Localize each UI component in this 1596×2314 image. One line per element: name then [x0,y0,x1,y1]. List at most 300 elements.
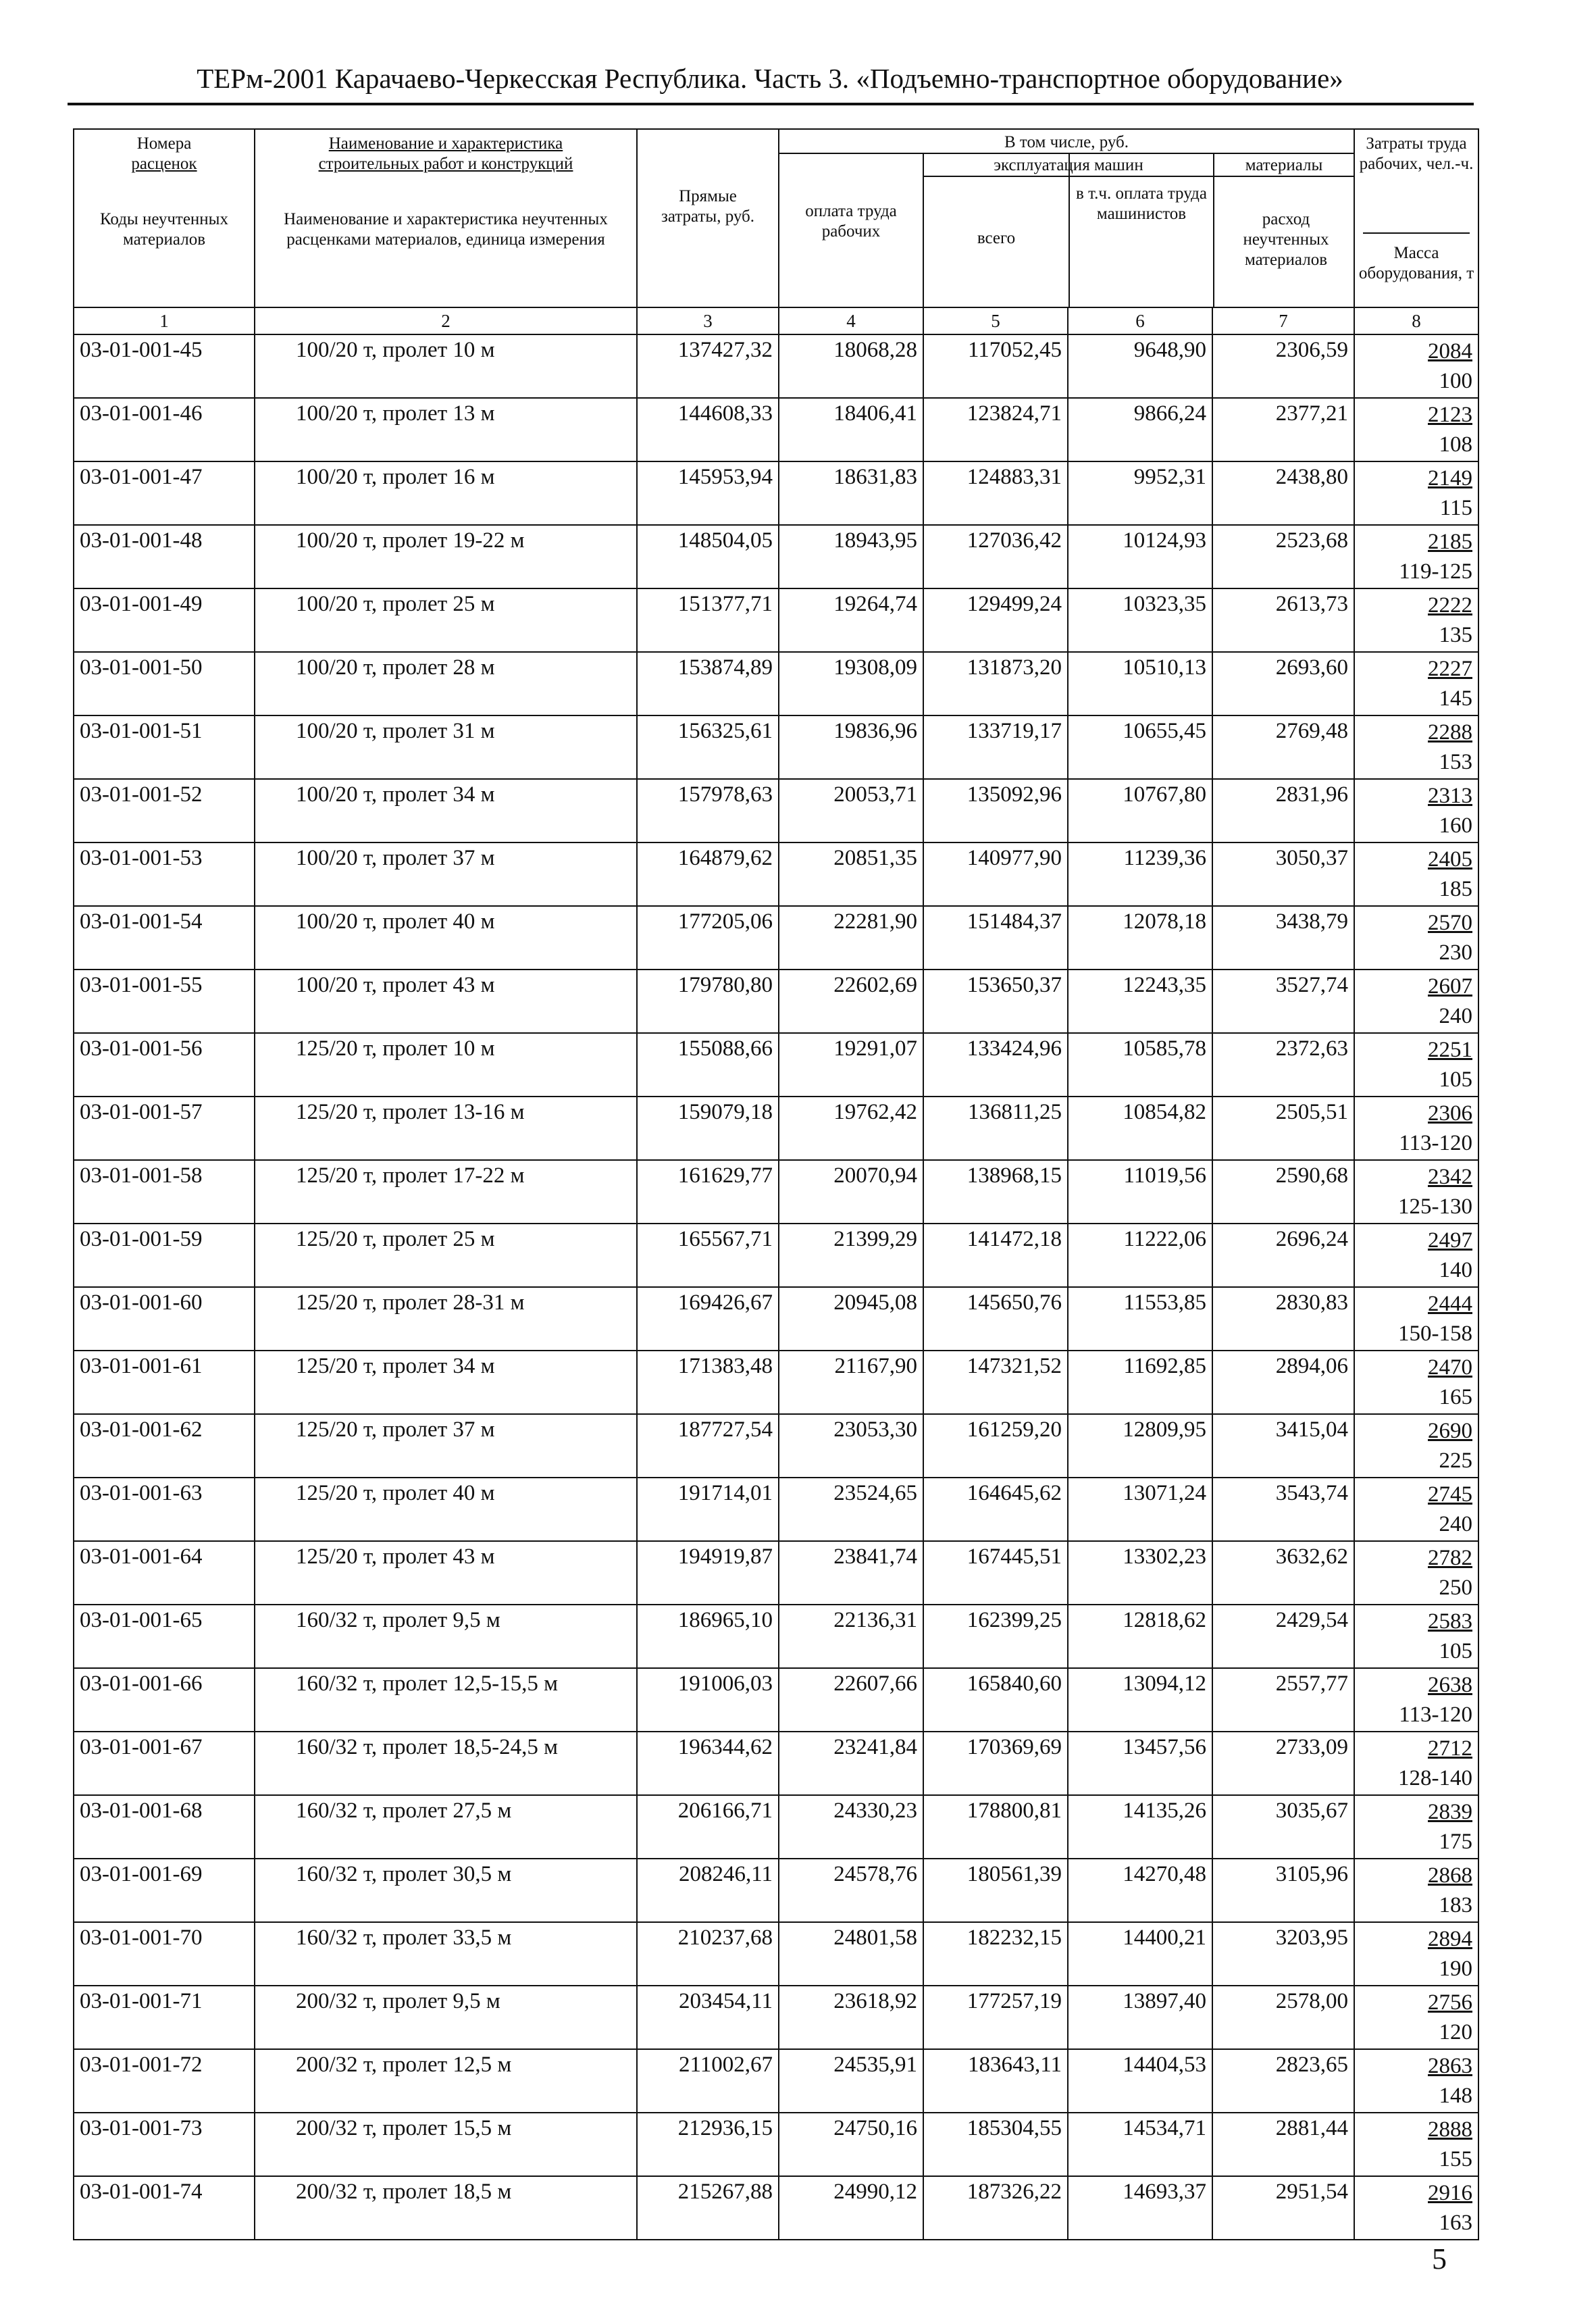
labor-mass-cell [1354,1224,1478,1287]
labor-mass-cell [1354,1351,1478,1414]
header-rate-numbers-label [74,134,254,174]
labor-mass-cell [1354,842,1478,906]
header-machines-label: эксплуатация машин [994,156,1143,174]
header-machines-divider [924,176,1214,177]
labor-hours-value: 2251 [1428,1038,1472,1062]
labor-mass-cell [1354,588,1478,652]
direct-costs-cell: 203454,11 [637,1986,779,2049]
equipment-mass-value: 153 [1439,750,1472,774]
materials-cell: 2823,65 [1212,2049,1354,2113]
header-group-including [779,129,1354,307]
materials-cell: 3543,74 [1212,1478,1354,1541]
machinists-pay-cell: 12818,62 [1068,1605,1212,1668]
machinists-pay-cell: 14404,53 [1068,2049,1212,2113]
machines-total-cell: 131873,20 [923,652,1068,715]
rate-code-cell: 03-01-001-47 [74,461,255,525]
equipment-mass-value: 150-158 [1398,1322,1472,1346]
labor-pay-cell: 22281,90 [779,906,923,970]
labor-hours-value: 2583 [1428,1609,1472,1634]
labor-mass-cell [1354,1033,1478,1097]
machinists-pay-cell: 9866,24 [1068,398,1212,461]
direct-costs-cell: 137427,32 [637,334,779,398]
table-row [74,1986,1478,2049]
machines-total-cell: 170369,69 [923,1732,1068,1795]
machinists-pay-cell: 10854,82 [1068,1097,1212,1160]
table-row [74,652,1478,715]
column-number: 2 [255,307,637,334]
rate-code-cell: 03-01-001-51 [74,715,255,779]
labor-pay-cell: 21167,90 [779,1351,923,1414]
materials-cell: 2578,00 [1212,1986,1354,2049]
equipment-mass-value: 175 [1439,1830,1472,1854]
rate-name-cell: 100/20 т, пролет 10 м [255,334,637,398]
materials-cell: 2696,24 [1212,1224,1354,1287]
rate-name-cell: 100/20 т, пролет 19-22 м [255,525,637,588]
table-row [74,970,1478,1033]
labor-pay-cell: 24578,76 [779,1859,923,1922]
labor-pay-cell: 18943,95 [779,525,923,588]
equipment-mass-value: 125-130 [1398,1194,1472,1219]
labor-pay-cell: 19762,42 [779,1097,923,1160]
machinists-pay-cell: 13094,12 [1068,1668,1212,1732]
labor-mass-cell [1354,1541,1478,1605]
labor-mass-cell [1354,1605,1478,1668]
rate-code-cell: 03-01-001-66 [74,1668,255,1732]
rate-code-cell: 03-01-001-71 [74,1986,255,2049]
direct-costs-cell: 169426,67 [637,1287,779,1351]
labor-pay-cell: 24801,58 [779,1922,923,1986]
labor-mass-cell [1354,398,1478,461]
machines-total-cell: 151484,37 [923,906,1068,970]
machines-total-cell: 187326,22 [923,2176,1068,2240]
rate-name-cell: 200/32 т, пролет 12,5 м [255,2049,637,2113]
materials-cell: 2831,96 [1212,779,1354,842]
labor-pay-cell: 23618,92 [779,1986,923,2049]
rate-name-cell: 100/20 т, пролет 37 м [255,842,637,906]
direct-costs-cell: 151377,71 [637,588,779,652]
equipment-mass-value: 240 [1439,1004,1472,1028]
equipment-mass-value: 113-120 [1399,1703,1472,1727]
materials-cell: 2306,59 [1212,334,1354,398]
materials-cell: 2894,06 [1212,1351,1354,1414]
page-number: 5 [1432,2242,1447,2275]
machinists-pay-cell: 12809,95 [1068,1414,1212,1478]
materials-cell: 2523,68 [1212,525,1354,588]
equipment-mass-value: 113-120 [1399,1131,1472,1155]
header-col-labor [1354,129,1478,307]
materials-cell: 2377,21 [1212,398,1354,461]
machinists-pay-cell: 14534,71 [1068,2113,1212,2176]
labor-mass-cell [1354,652,1478,715]
labor-mass-cell [1354,1478,1478,1541]
labor-hours-value: 2863 [1428,2054,1472,2078]
rate-name-cell: 160/32 т, пролет 18,5-24,5 м [255,1732,637,1795]
column-numbers-row [74,307,1478,334]
table-row [74,588,1478,652]
machines-total-cell: 127036,42 [923,525,1068,588]
labor-hours-value: 2712 [1428,1736,1472,1761]
labor-hours-value: 2222 [1428,593,1472,618]
equipment-mass-value: 105 [1439,1067,1472,1092]
table-row [74,906,1478,970]
labor-hours-value: 2570 [1428,911,1472,935]
equipment-mass-value: 108 [1439,432,1472,457]
rate-name-cell: 125/20 т, пролет 43 м [255,1541,637,1605]
labor-pay-cell: 24750,16 [779,2113,923,2176]
column-number: 6 [1068,307,1212,334]
labor-pay-cell: 19264,74 [779,588,923,652]
machinists-pay-cell: 10767,80 [1068,779,1212,842]
header-including-label: В том числе, руб. [1004,133,1129,151]
rate-code-cell: 03-01-001-46 [74,398,255,461]
direct-costs-cell: 187727,54 [637,1414,779,1478]
materials-cell: 3035,67 [1212,1795,1354,1859]
labor-hours-value: 2782 [1428,1546,1472,1570]
labor-hours-value: 2306 [1428,1101,1472,1126]
direct-costs-cell: 208246,11 [637,1859,779,1922]
rate-name-cell: 160/32 т, пролет 9,5 м [255,1605,637,1668]
labor-hours-value: 2185 [1428,530,1472,554]
labor-hours-value: 2638 [1428,1673,1472,1697]
labor-mass-cell [1354,1097,1478,1160]
rate-name-cell: 125/20 т, пролет 17-22 м [255,1160,637,1224]
materials-cell: 2505,51 [1212,1097,1354,1160]
materials-cell: 2881,44 [1212,2113,1354,2176]
equipment-mass-value: 120 [1439,2020,1472,2044]
rate-name-cell: 160/32 т, пролет 12,5-15,5 м [255,1668,637,1732]
header-col-names [255,129,637,307]
labor-pay-cell: 22136,31 [779,1605,923,1668]
table-row [74,1287,1478,1351]
labor-hours-value: 2839 [1428,1800,1472,1824]
rate-name-cell: 100/20 т, пролет 31 м [255,715,637,779]
labor-pay-cell: 23053,30 [779,1414,923,1478]
direct-costs-cell: 194919,87 [637,1541,779,1605]
materials-cell: 2590,68 [1212,1160,1354,1224]
labor-pay-cell: 20053,71 [779,779,923,842]
equipment-mass-value: 185 [1439,877,1472,901]
labor-hours-value: 2497 [1428,1228,1472,1253]
materials-cell: 2372,63 [1212,1033,1354,1097]
rate-code-cell: 03-01-001-70 [74,1922,255,1986]
table-row [74,1859,1478,1922]
labor-pay-cell: 23241,84 [779,1732,923,1795]
rate-name-cell: 100/20 т, пролет 25 м [255,588,637,652]
labor-mass-cell [1354,1668,1478,1732]
machinists-pay-cell: 10124,93 [1068,525,1212,588]
machinists-pay-cell: 11553,85 [1068,1287,1212,1351]
column-number: 5 [923,307,1068,334]
rate-name-cell: 160/32 т, пролет 33,5 м [255,1922,637,1986]
machines-total-cell: 178800,81 [923,1795,1068,1859]
machines-total-cell: 140977,90 [923,842,1068,906]
header-material-codes-label: Коды неучтенных материалов [100,210,228,249]
table-row [74,715,1478,779]
direct-costs-cell: 157978,63 [637,779,779,842]
direct-costs-cell: 210237,68 [637,1922,779,1986]
table-row [74,334,1478,398]
table-row [74,1097,1478,1160]
rate-code-cell: 03-01-001-59 [74,1224,255,1287]
header-rate-numbers-line1: Номера [136,134,192,153]
rate-code-cell: 03-01-001-74 [74,2176,255,2240]
materials-cell: 2613,73 [1212,588,1354,652]
header-direct-costs-label: Прямые затраты, руб. [661,187,755,226]
column-number: 3 [637,307,779,334]
rate-name-cell: 200/32 т, пролет 18,5 м [255,2176,637,2240]
equipment-mass-value: 145 [1439,686,1472,711]
table-row [74,1351,1478,1414]
machines-total-cell: 161259,20 [923,1414,1068,1478]
labor-hours-value: 2405 [1428,847,1472,872]
labor-hours-value: 2149 [1428,466,1472,491]
labor-pay-cell: 24535,91 [779,2049,923,2113]
rate-code-cell: 03-01-001-58 [74,1160,255,1224]
machines-total-cell: 177257,19 [923,1986,1068,2049]
labor-mass-cell [1354,461,1478,525]
materials-cell: 2438,80 [1212,461,1354,525]
direct-costs-cell: 206166,71 [637,1795,779,1859]
rate-name-cell: 125/20 т, пролет 13-16 м [255,1097,637,1160]
labor-pay-cell: 23841,74 [779,1541,923,1605]
labor-mass-cell [1354,906,1478,970]
equipment-mass-value: 105 [1439,1639,1472,1663]
equipment-mass-value: 119-125 [1399,559,1472,584]
labor-pay-cell: 19836,96 [779,715,923,779]
machines-total-cell: 164645,62 [923,1478,1068,1541]
direct-costs-cell: 164879,62 [637,842,779,906]
labor-mass-cell [1354,1922,1478,1986]
header-col-direct [637,129,779,307]
machinists-pay-cell: 14135,26 [1068,1795,1212,1859]
direct-costs-cell: 148504,05 [637,525,779,588]
machinists-pay-cell: 14400,21 [1068,1922,1212,1986]
column-number: 1 [74,307,255,334]
materials-cell: 2830,83 [1212,1287,1354,1351]
labor-pay-cell: 19308,09 [779,652,923,715]
rate-name-cell: 100/20 т, пролет 28 м [255,652,637,715]
machinists-pay-cell: 13071,24 [1068,1478,1212,1541]
direct-costs-cell: 153874,89 [637,652,779,715]
header-unaccounted-materials-label: расход неучтенных материалов [1243,210,1329,269]
machines-total-cell: 182232,15 [923,1922,1068,1986]
labor-hours-value: 2342 [1428,1165,1472,1189]
header-materials-label: Наименование и характеристика неучтенных расценками материалов, единица измерения [284,210,608,249]
direct-costs-cell: 165567,71 [637,1224,779,1287]
labor-pay-cell: 22607,66 [779,1668,923,1732]
labor-mass-cell [1354,1414,1478,1478]
table-row [74,2176,1478,2240]
header-labor-divider [1363,232,1470,234]
labor-hours-value: 2470 [1428,1355,1472,1380]
rate-name-cell: 125/20 т, пролет 10 м [255,1033,637,1097]
rate-code-cell: 03-01-001-54 [74,906,255,970]
materials-cell: 3632,62 [1212,1541,1354,1605]
rate-name-cell: 100/20 т, пролет 34 м [255,779,637,842]
labor-hours-value: 2288 [1428,720,1472,745]
machines-total-cell: 133719,17 [923,715,1068,779]
table-row [74,398,1478,461]
machinists-pay-cell: 10510,13 [1068,652,1212,715]
materials-cell: 2951,54 [1212,2176,1354,2240]
labor-mass-cell [1354,334,1478,398]
rate-code-cell: 03-01-001-61 [74,1351,255,1414]
rate-name-cell: 200/32 т, пролет 9,5 м [255,1986,637,2049]
header-equipment-mass-label: Масса оборудования, т [1358,244,1474,282]
labor-pay-cell: 18068,28 [779,334,923,398]
direct-costs-cell: 179780,80 [637,970,779,1033]
machinists-pay-cell: 9952,31 [1068,461,1212,525]
equipment-mass-value: 190 [1439,1957,1472,1981]
materials-cell: 3527,74 [1212,970,1354,1033]
rate-code-cell: 03-01-001-56 [74,1033,255,1097]
machinists-pay-cell: 14270,48 [1068,1859,1212,1922]
labor-mass-cell [1354,1732,1478,1795]
rate-name-cell: 100/20 т, пролет 40 м [255,906,637,970]
rate-code-cell: 03-01-001-57 [74,1097,255,1160]
machines-total-cell: 135092,96 [923,779,1068,842]
machinists-pay-cell: 14693,37 [1068,2176,1212,2240]
direct-costs-cell: 161629,77 [637,1160,779,1224]
equipment-mass-value: 163 [1439,2211,1472,2235]
machines-total-cell: 153650,37 [923,970,1068,1033]
equipment-mass-value: 135 [1439,623,1472,647]
rate-name-cell: 100/20 т, пролет 43 м [255,970,637,1033]
equipment-mass-value: 225 [1439,1449,1472,1473]
machinists-pay-cell: 13897,40 [1068,1986,1212,2049]
labor-hours-value: 2745 [1428,1482,1472,1507]
equipment-mass-value: 250 [1439,1576,1472,1600]
table-row [74,779,1478,842]
rate-name-cell: 160/32 т, пролет 30,5 м [255,1859,637,1922]
machinists-pay-cell: 9648,90 [1068,334,1212,398]
machines-total-cell: 124883,31 [923,461,1068,525]
labor-pay-cell: 22602,69 [779,970,923,1033]
labor-hours-value: 2084 [1428,339,1472,363]
machinists-pay-cell: 12078,18 [1068,906,1212,970]
machines-total-cell: 123824,71 [923,398,1068,461]
rate-code-cell: 03-01-001-55 [74,970,255,1033]
machines-total-cell: 141472,18 [923,1224,1068,1287]
machines-total-cell: 136811,25 [923,1097,1068,1160]
direct-costs-cell: 159079,18 [637,1097,779,1160]
labor-hours-value: 2690 [1428,1419,1472,1443]
rates-table [73,128,1479,2240]
rate-code-cell: 03-01-001-68 [74,1795,255,1859]
direct-costs-cell: 191006,03 [637,1668,779,1732]
labor-mass-cell [1354,2176,1478,2240]
rate-code-cell: 03-01-001-67 [74,1732,255,1795]
header-machines-total-label: всего [977,229,1016,247]
labor-hours-value: 2444 [1428,1292,1472,1316]
table-row [74,1224,1478,1287]
machinists-pay-cell: 11239,36 [1068,842,1212,906]
header-materials-group-label: материалы [1245,156,1323,174]
rate-name-cell: 125/20 т, пролет 37 м [255,1414,637,1478]
table-row [74,461,1478,525]
labor-pay-cell: 20070,94 [779,1160,923,1224]
labor-hours-value: 2888 [1428,2117,1472,2142]
rate-code-cell: 03-01-001-52 [74,779,255,842]
materials-cell: 3203,95 [1212,1922,1354,1986]
rate-code-cell: 03-01-001-50 [74,652,255,715]
materials-cell: 2557,77 [1212,1668,1354,1732]
machines-total-cell: 167445,51 [923,1541,1068,1605]
rate-name-cell: 200/32 т, пролет 15,5 м [255,2113,637,2176]
rate-code-cell: 03-01-001-62 [74,1414,255,1478]
machinists-pay-cell: 11019,56 [1068,1160,1212,1224]
machinists-pay-cell: 10655,45 [1068,715,1212,779]
table-row [74,1732,1478,1795]
machines-total-cell: 145650,76 [923,1287,1068,1351]
machinists-pay-cell: 11692,85 [1068,1351,1212,1414]
equipment-mass-value: 128-140 [1398,1766,1472,1790]
machines-total-cell: 138968,15 [923,1160,1068,1224]
labor-mass-cell [1354,2113,1478,2176]
direct-costs-cell: 191714,01 [637,1478,779,1541]
table-row [74,1033,1478,1097]
labor-hours-value: 2227 [1428,657,1472,681]
materials-cell: 2733,09 [1212,1732,1354,1795]
materials-cell: 3415,04 [1212,1414,1354,1478]
header-rate-numbers-line2: расценок [131,155,197,173]
labor-hours-value: 2916 [1428,2181,1472,2205]
equipment-mass-value: 140 [1439,1258,1472,1282]
machinists-pay-cell: 11222,06 [1068,1224,1212,1287]
equipment-mass-value: 115 [1439,496,1472,520]
header-machinists-pay-label: в т.ч. оплата труда машинистов [1076,184,1207,223]
direct-costs-cell: 211002,67 [637,2049,779,2113]
rate-code-cell: 03-01-001-64 [74,1541,255,1605]
labor-hours-value: 2313 [1428,784,1472,808]
rate-name-cell: 125/20 т, пролет 34 м [255,1351,637,1414]
header-labor-pay-label: оплата труда рабочих [805,202,897,241]
machines-total-cell: 183643,11 [923,2049,1068,2113]
materials-cell: 3105,96 [1212,1859,1354,1922]
table-row [74,1668,1478,1732]
labor-mass-cell [1354,1859,1478,1922]
labor-pay-cell: 20945,08 [779,1287,923,1351]
labor-pay-cell: 19291,07 [779,1033,923,1097]
direct-costs-cell: 155088,66 [637,1033,779,1097]
labor-mass-cell [1354,970,1478,1033]
table-row [74,842,1478,906]
equipment-mass-value: 100 [1439,369,1472,393]
table-row [74,1414,1478,1478]
direct-costs-cell: 212936,15 [637,2113,779,2176]
machines-total-cell: 165840,60 [923,1668,1068,1732]
table-header-row [74,129,1478,307]
machines-total-cell: 147321,52 [923,1351,1068,1414]
labor-pay-cell: 24330,23 [779,1795,923,1859]
materials-cell: 2429,54 [1212,1605,1354,1668]
machinists-pay-cell: 13302,23 [1068,1541,1212,1605]
column-number: 8 [1354,307,1478,334]
equipment-mass-value: 230 [1439,940,1472,965]
labor-hours-value: 2868 [1428,1863,1472,1888]
labor-pay-cell: 23524,65 [779,1478,923,1541]
table-row [74,1922,1478,1986]
machinists-pay-cell: 13457,56 [1068,1732,1212,1795]
rate-code-cell: 03-01-001-49 [74,588,255,652]
table-row [74,1541,1478,1605]
materials-cell: 2769,48 [1212,715,1354,779]
labor-mass-cell [1354,1986,1478,2049]
header-col-codes [74,129,255,307]
table-row [74,1605,1478,1668]
materials-cell: 3050,37 [1212,842,1354,906]
equipment-mass-value: 165 [1439,1385,1472,1409]
